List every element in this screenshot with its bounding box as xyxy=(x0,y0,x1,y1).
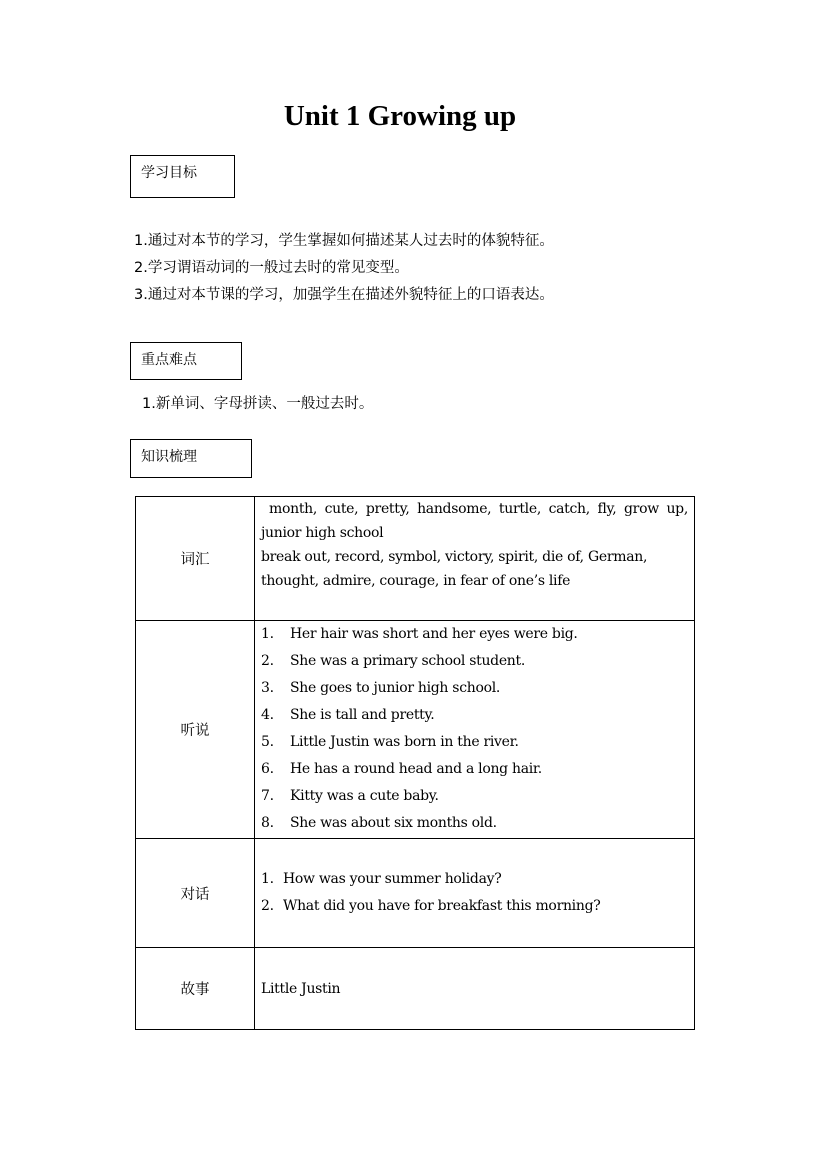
list-item: 4. She is tall and pretty. xyxy=(261,707,435,723)
objective-item: 3.通过对本节课的学习，加强学生在描述外貌特征上的口语表达。 xyxy=(134,287,554,303)
story-row xyxy=(136,948,695,1030)
dialogue-list xyxy=(261,866,688,920)
story-text: Little Justin xyxy=(261,980,341,997)
knowledge-label-box xyxy=(130,439,252,478)
listening-list xyxy=(261,621,688,837)
list-item: 8. She was about six months old. xyxy=(261,815,497,831)
list-item: 6. He has a round head and a long hair. xyxy=(261,761,542,777)
keypoints-label: 重点难点 xyxy=(141,352,197,368)
objective-item: 1.通过对本节的学习，学生掌握如何描述某人过去时的体貌特征。 xyxy=(134,233,554,249)
knowledge-label: 知识梳理 xyxy=(141,449,197,465)
page-title: Unit 1 Growing up xyxy=(283,100,517,132)
listening-row xyxy=(136,621,695,839)
list-item: 2. What did you have for breakfast this morning? xyxy=(261,898,601,914)
list-item: 7. Kitty was a cute baby. xyxy=(261,788,439,804)
knowledge-table xyxy=(135,496,695,1030)
objectives-label-box xyxy=(130,155,235,198)
list-item: 1. Her hair was short and her eyes were big. xyxy=(261,626,578,642)
dialogue-row xyxy=(136,839,695,948)
dialogue-category: 对话 xyxy=(136,839,255,948)
dialogue-content xyxy=(255,839,695,948)
vocab-content xyxy=(255,497,695,621)
list-item: 3. She goes to junior high school. xyxy=(261,680,501,696)
vocab-category: 词汇 xyxy=(136,497,255,621)
vocab-line-1: month, cute, pretty, handsome, turtle, catch, fly, grow up, junior high school xyxy=(261,501,688,541)
keypoints-label-box xyxy=(130,342,242,380)
list-item: 2. She was a primary school student. xyxy=(261,653,526,669)
listening-category: 听说 xyxy=(136,621,255,839)
objectives-label: 学习目标 xyxy=(141,165,197,181)
keypoints-text: 1.新单词、字母拼读、一般过去时。 xyxy=(142,396,374,412)
list-item: 1. How was your summer holiday? xyxy=(261,871,502,887)
list-item: 5. Little Justin was born in the river. xyxy=(261,734,519,750)
vocab-line-2: break out, record, symbol, victory, spirit, die of, German, thought, admire, courage, in fear of one’s life xyxy=(261,549,648,589)
story-category: 故事 xyxy=(136,948,255,1030)
listening-content xyxy=(255,621,695,839)
objectives-list xyxy=(134,228,554,309)
story-content xyxy=(255,948,695,1030)
objective-item: 2.学习谓语动词的一般过去时的常见变型。 xyxy=(134,260,409,276)
vocab-row xyxy=(136,497,695,621)
